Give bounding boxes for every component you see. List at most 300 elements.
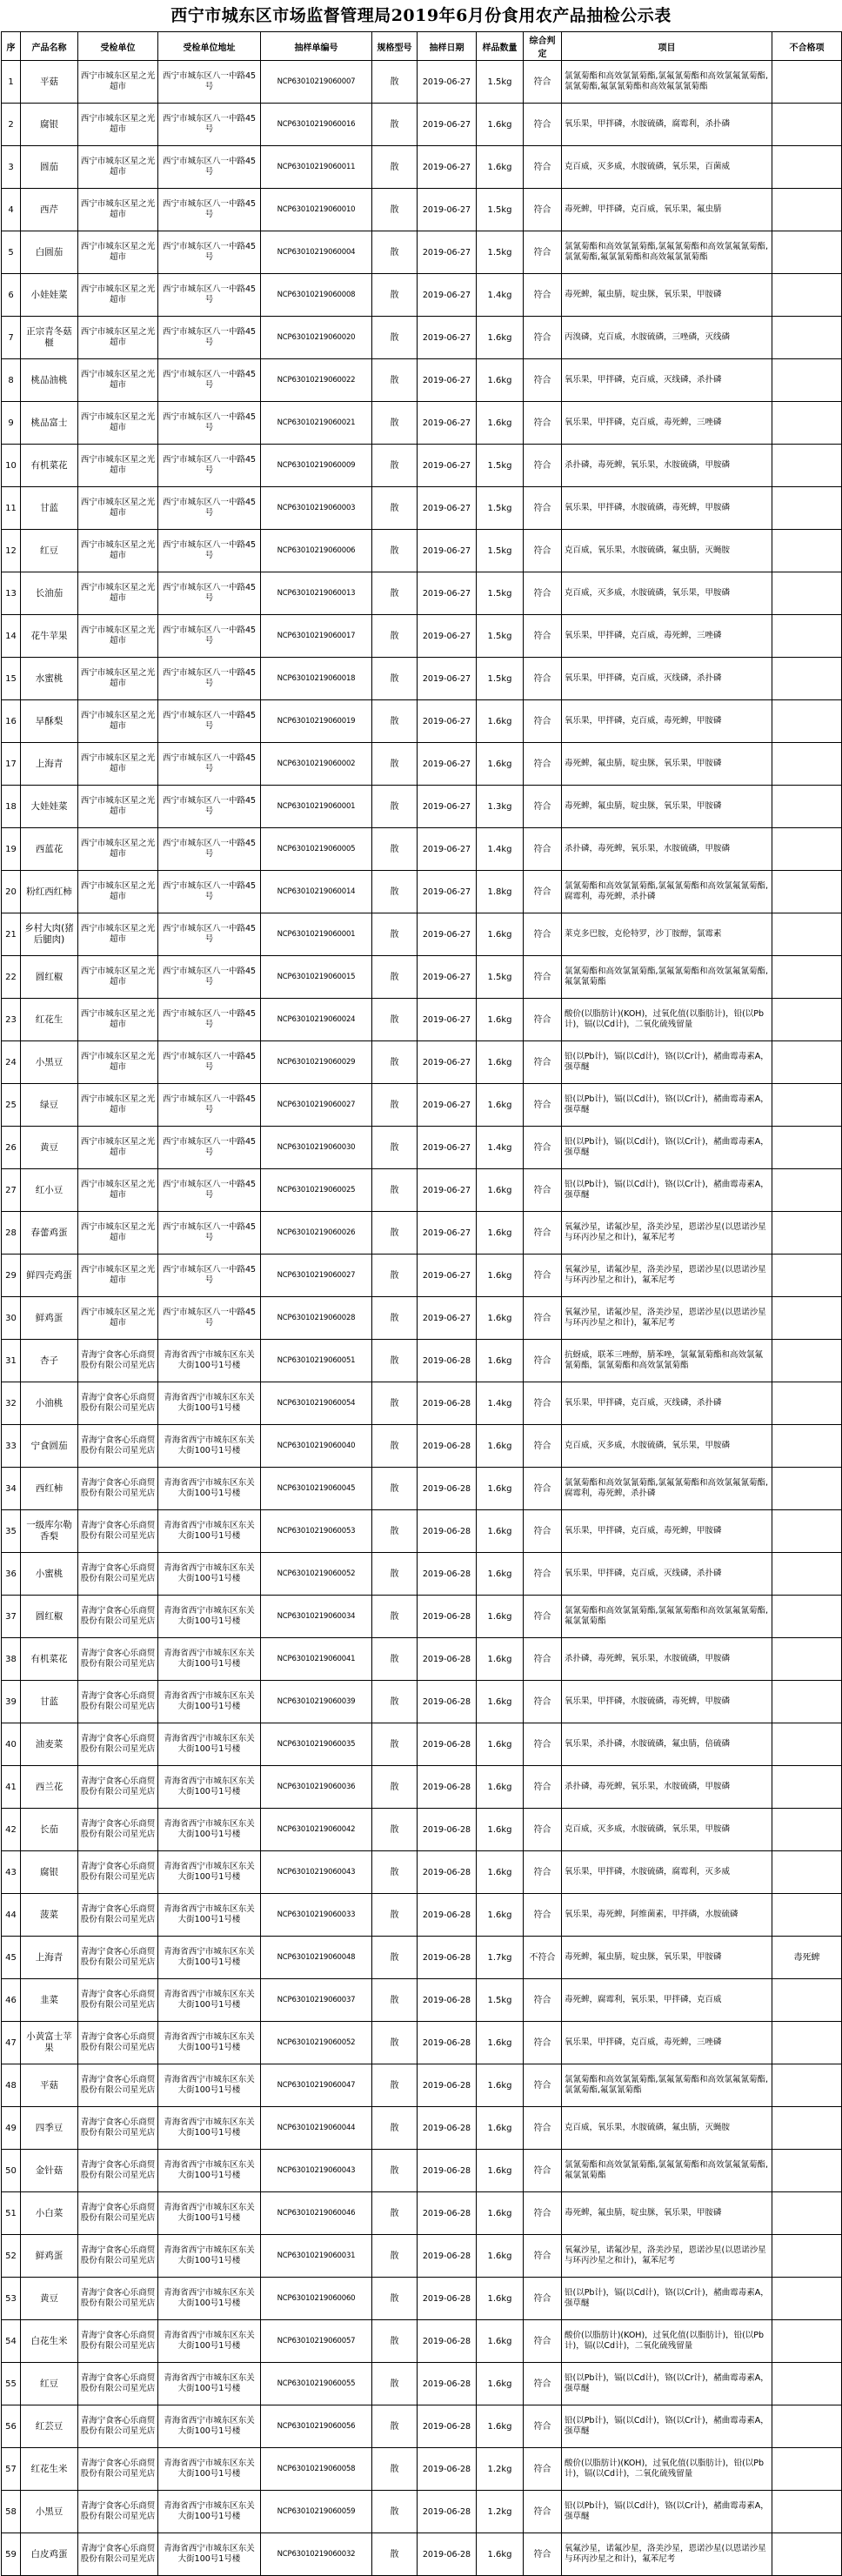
cell-name: 西蓝花 (21, 828, 78, 871)
cell-qty: 1.6kg (477, 402, 524, 445)
cell-code: NCP63010219060001 (261, 913, 372, 956)
table-row (2, 615, 842, 658)
cell-fail (772, 189, 842, 231)
cell-date: 2019-06-27 (418, 359, 477, 402)
cell-date: 2019-06-27 (418, 1255, 477, 1297)
header-spec: 规格型号 (372, 32, 418, 61)
cell-items: 抗蚜威，联苯三唑醇，腈苯唑，氯氟氰菊酯和高效氯氟氰菊酯，氯氰菊酯和高效氯氰菊酯 (562, 1340, 772, 1382)
cell-addr: 西宁市城东区八一中路45号 (158, 786, 261, 828)
cell-qty: 1.6kg (477, 1596, 524, 1638)
cell-code: NCP63010219060047 (261, 2064, 372, 2107)
cell-addr: 青海省西宁市城东区东关大街100号1号楼 (158, 1681, 261, 1723)
cell-date: 2019-06-27 (418, 104, 477, 146)
cell-spec: 散 (372, 104, 418, 146)
cell-items: 氧乐果，甲拌磷，克百威，毒死蜱，甲胺磷 (562, 1510, 772, 1553)
cell-qty: 1.6kg (477, 359, 524, 402)
cell-fail (772, 445, 842, 487)
cell-unit: 西宁市城东区星之光超市 (78, 317, 158, 359)
cell-addr: 青海省西宁市城东区东关大街100号1号楼 (158, 1723, 261, 1766)
cell-name: 宁食圆茄 (21, 1425, 78, 1468)
header-fail: 不合格项 (772, 32, 842, 61)
cell-addr: 西宁市城东区八一中路45号 (158, 487, 261, 530)
cell-fail (772, 1723, 842, 1766)
cell-unit: 青海宁食客心乐商贸股份有限公司星光店 (78, 1553, 158, 1596)
cell-qty: 1.6kg (477, 1425, 524, 1468)
cell-date: 2019-06-28 (418, 1340, 477, 1382)
table-row (2, 2491, 842, 2533)
cell-spec: 散 (372, 1425, 418, 1468)
cell-code: NCP63010219060052 (261, 1553, 372, 1596)
cell-spec: 散 (372, 1638, 418, 1681)
header-no: 序 (2, 32, 21, 61)
cell-no: 15 (2, 658, 21, 700)
table-row (2, 1553, 842, 1596)
cell-addr: 青海省西宁市城东区东关大街100号1号楼 (158, 1766, 261, 1809)
cell-addr: 青海省西宁市城东区东关大街100号1号楼 (158, 1596, 261, 1638)
table-row (2, 445, 842, 487)
cell-fail (772, 2405, 842, 2448)
cell-no: 45 (2, 1937, 21, 1979)
cell-addr: 西宁市城东区八一中路45号 (158, 445, 261, 487)
cell-items: 毒死蜱，氟虫腈，啶虫脒，氧乐果，甲胺磷 (562, 274, 772, 317)
cell-spec: 散 (372, 2235, 418, 2278)
cell-items: 莱克多巴胺，克伦特罗，沙丁胺醇，氯霉素 (562, 913, 772, 956)
table-row (2, 359, 842, 402)
cell-date: 2019-06-27 (418, 871, 477, 913)
cell-unit: 青海宁食客心乐商贸股份有限公司星光店 (78, 1979, 158, 2022)
cell-fail (772, 1169, 842, 1212)
cell-addr: 青海省西宁市城东区东关大街100号1号楼 (158, 1340, 261, 1382)
cell-fail (772, 1553, 842, 1596)
cell-code: NCP63010219060018 (261, 658, 372, 700)
table-row (2, 658, 842, 700)
cell-code: NCP63010219060052 (261, 2022, 372, 2064)
cell-verdict: 符合 (524, 445, 562, 487)
cell-addr: 青海省西宁市城东区东关大街100号1号楼 (158, 2235, 261, 2278)
cell-fail (772, 1255, 842, 1297)
table-row (2, 274, 842, 317)
cell-items: 铅(以Pb计)，镉(以Cd计)，铬(以Cr计)，赭曲霉毒素A，强草醚 (562, 2363, 772, 2405)
cell-verdict: 符合 (524, 317, 562, 359)
cell-unit: 青海宁食客心乐商贸股份有限公司星光店 (78, 2363, 158, 2405)
cell-date: 2019-06-28 (418, 1510, 477, 1553)
cell-code: NCP63010219060019 (261, 700, 372, 743)
cell-unit: 青海宁食客心乐商贸股份有限公司星光店 (78, 1894, 158, 1937)
cell-date: 2019-06-27 (418, 189, 477, 231)
cell-qty: 1.6kg (477, 2192, 524, 2235)
cell-qty: 1.6kg (477, 2022, 524, 2064)
cell-name: 长茄 (21, 1809, 78, 1851)
cell-qty: 1.6kg (477, 1041, 524, 1084)
cell-addr: 青海省西宁市城东区东关大街100号1号楼 (158, 2363, 261, 2405)
header-verdict: 综合判定 (524, 32, 562, 61)
cell-name: 长油茄 (21, 572, 78, 615)
cell-items: 杀扑磷，毒死蜱，氧乐果，水胺硫磷，甲胺磷 (562, 445, 772, 487)
cell-unit: 西宁市城东区星之光超市 (78, 1255, 158, 1297)
cell-verdict: 符合 (524, 700, 562, 743)
cell-items: 氧乐果，甲拌磷，克百威，灭线磷，杀扑磷 (562, 1553, 772, 1596)
cell-items: 氧氟沙星，诺氟沙星，洛美沙星，恩诺沙星(以恩诺沙星与环丙沙星之和计)，氟苯尼考 (562, 2533, 772, 2576)
cell-no: 43 (2, 1851, 21, 1894)
cell-name: 小油桃 (21, 1382, 78, 1425)
cell-items: 氧氟沙星，诺氟沙星，洛美沙星，恩诺沙星(以恩诺沙星与环丙沙星之和计)，氟苯尼考 (562, 1255, 772, 1297)
cell-items: 氯氰菊酯和高效氯氰菊酯,氯氟氰菊酯和高效氯氟氰菊酯,氟氯氰菊酯 (562, 1596, 772, 1638)
cell-items: 氯氰菊酯和高效氯氰菊酯,氯氟氰菊酯和高效氯氟氰菊酯,氟氯氰菊酯 (562, 956, 772, 999)
cell-code: NCP63010219060044 (261, 2107, 372, 2150)
cell-qty: 1.6kg (477, 2064, 524, 2107)
cell-unit: 青海宁食客心乐商贸股份有限公司星光店 (78, 2448, 158, 2491)
table-row (2, 1596, 842, 1638)
cell-unit: 青海宁食客心乐商贸股份有限公司星光店 (78, 2064, 158, 2107)
cell-name: 金针菇 (21, 2150, 78, 2192)
cell-code: NCP63010219060031 (261, 2235, 372, 2278)
cell-no: 57 (2, 2448, 21, 2491)
cell-unit: 青海宁食客心乐商贸股份有限公司星光店 (78, 2235, 158, 2278)
cell-items: 铅(以Pb计)，镉(以Cd计)，铬(以Cr计)，赭曲霉毒素A，强草醚 (562, 1041, 772, 1084)
cell-date: 2019-06-28 (418, 1851, 477, 1894)
cell-qty: 1.6kg (477, 2363, 524, 2405)
cell-verdict: 符合 (524, 231, 562, 274)
cell-qty: 1.5kg (477, 445, 524, 487)
cell-name: 鲜鸡蛋 (21, 2235, 78, 2278)
cell-no: 8 (2, 359, 21, 402)
cell-name: 鲜四壳鸡蛋 (21, 1255, 78, 1297)
table-row (2, 2022, 842, 2064)
cell-no: 24 (2, 1041, 21, 1084)
cell-code: NCP63010219060034 (261, 1596, 372, 1638)
cell-addr: 青海省西宁市城东区东关大街100号1号楼 (158, 2107, 261, 2150)
cell-no: 38 (2, 1638, 21, 1681)
cell-verdict: 符合 (524, 1553, 562, 1596)
cell-unit: 青海宁食客心乐商贸股份有限公司星光店 (78, 2278, 158, 2320)
cell-items: 氧乐果，甲拌磷，水胺硫磷，腐霉利，杀扑磷 (562, 104, 772, 146)
cell-addr: 西宁市城东区八一中路45号 (158, 828, 261, 871)
cell-fail (772, 743, 842, 786)
cell-spec: 散 (372, 786, 418, 828)
cell-name: 平菇 (21, 61, 78, 104)
cell-fail (772, 402, 842, 445)
cell-date: 2019-06-27 (418, 402, 477, 445)
cell-fail (772, 2022, 842, 2064)
cell-fail (772, 2107, 842, 2150)
cell-spec: 散 (372, 2448, 418, 2491)
cell-unit: 青海宁食客心乐商贸股份有限公司星光店 (78, 1425, 158, 1468)
cell-no: 40 (2, 1723, 21, 1766)
cell-date: 2019-06-28 (418, 1766, 477, 1809)
cell-qty: 1.4kg (477, 828, 524, 871)
cell-no: 21 (2, 913, 21, 956)
cell-unit: 西宁市城东区星之光超市 (78, 828, 158, 871)
cell-addr: 西宁市城东区八一中路45号 (158, 104, 261, 146)
cell-fail (772, 1041, 842, 1084)
cell-spec: 散 (372, 146, 418, 189)
cell-spec: 散 (372, 530, 418, 572)
cell-addr: 西宁市城东区八一中路45号 (158, 274, 261, 317)
cell-unit: 青海宁食客心乐商贸股份有限公司星光店 (78, 2405, 158, 2448)
cell-no: 30 (2, 1297, 21, 1340)
cell-spec: 散 (372, 1809, 418, 1851)
cell-unit: 西宁市城东区星之光超市 (78, 231, 158, 274)
cell-date: 2019-06-28 (418, 1468, 477, 1510)
cell-name: 大娃娃菜 (21, 786, 78, 828)
cell-spec: 散 (372, 1510, 418, 1553)
cell-items: 酸价(以脂肪计)(KOH)，过氧化值(以脂肪计)，铅(以Pb计)，镉(以Cd计)，二氧化硫残留量 (562, 2320, 772, 2363)
cell-unit: 西宁市城东区星之光超市 (78, 956, 158, 999)
cell-date: 2019-06-28 (418, 2363, 477, 2405)
cell-code: NCP63010219060060 (261, 2278, 372, 2320)
cell-date: 2019-06-28 (418, 2107, 477, 2150)
cell-code: NCP63010219060054 (261, 1382, 372, 1425)
cell-fail (772, 2533, 842, 2576)
cell-fail (772, 1596, 842, 1638)
cell-date: 2019-06-27 (418, 530, 477, 572)
cell-items: 铅(以Pb计)，镉(以Cd计)，铬(以Cr计)，赭曲霉毒素A，强草醚 (562, 1169, 772, 1212)
cell-name: 红花生米 (21, 2448, 78, 2491)
cell-qty: 1.6kg (477, 1255, 524, 1297)
cell-name: 白圆茄 (21, 231, 78, 274)
header-qty: 样品数量 (477, 32, 524, 61)
cell-verdict: 符合 (524, 1169, 562, 1212)
cell-addr: 西宁市城东区八一中路45号 (158, 1255, 261, 1297)
cell-spec: 散 (372, 1255, 418, 1297)
cell-no: 52 (2, 2235, 21, 2278)
cell-addr: 西宁市城东区八一中路45号 (158, 61, 261, 104)
cell-code: NCP63010219060017 (261, 615, 372, 658)
cell-verdict: 符合 (524, 1382, 562, 1425)
cell-code: NCP63010219060051 (261, 1340, 372, 1382)
cell-spec: 散 (372, 956, 418, 999)
cell-spec: 散 (372, 1340, 418, 1382)
cell-unit: 青海宁食客心乐商贸股份有限公司星光店 (78, 1638, 158, 1681)
cell-spec: 散 (372, 871, 418, 913)
table-row (2, 999, 842, 1041)
cell-spec: 散 (372, 2533, 418, 2576)
cell-name: 一级库尔勒香梨 (21, 1510, 78, 1553)
cell-verdict: 符合 (524, 2320, 562, 2363)
cell-fail (772, 2320, 842, 2363)
cell-items: 酸价(以脂肪计)(KOH)，过氧化值(以脂肪计)，铅(以Pb计)，镉(以Cd计)，二氧化硫残留量 (562, 999, 772, 1041)
cell-fail (772, 231, 842, 274)
cell-no: 5 (2, 231, 21, 274)
cell-code: NCP63010219060043 (261, 1851, 372, 1894)
cell-name: 水蜜桃 (21, 658, 78, 700)
cell-date: 2019-06-28 (418, 2192, 477, 2235)
cell-unit: 青海宁食客心乐商贸股份有限公司星光店 (78, 2320, 158, 2363)
table-row (2, 1297, 842, 1340)
cell-items: 毒死蜱，甲拌磷，克百威，氧乐果，氟虫腈 (562, 189, 772, 231)
cell-name: 圆红椒 (21, 956, 78, 999)
cell-name: 圆茄 (21, 146, 78, 189)
cell-no: 56 (2, 2405, 21, 2448)
table-row (2, 1340, 842, 1382)
cell-code: NCP63010219060032 (261, 2533, 372, 2576)
cell-name: 杏子 (21, 1340, 78, 1382)
cell-verdict: 符合 (524, 359, 562, 402)
table-row (2, 572, 842, 615)
cell-no: 55 (2, 2363, 21, 2405)
cell-date: 2019-06-27 (418, 786, 477, 828)
cell-addr: 青海省西宁市城东区东关大街100号1号楼 (158, 2405, 261, 2448)
cell-qty: 1.6kg (477, 1681, 524, 1723)
cell-unit: 青海宁食客心乐商贸股份有限公司星光店 (78, 1851, 158, 1894)
cell-spec: 散 (372, 828, 418, 871)
cell-no: 1 (2, 61, 21, 104)
cell-code: NCP63010219060001 (261, 786, 372, 828)
cell-spec: 散 (372, 1212, 418, 1255)
cell-items: 铅(以Pb计)，镉(以Cd计)，铬(以Cr计)，赭曲霉毒素A，强草醚 (562, 1127, 772, 1169)
cell-no: 48 (2, 2064, 21, 2107)
table-row (2, 2192, 842, 2235)
cell-qty: 1.6kg (477, 2405, 524, 2448)
cell-unit: 西宁市城东区星之光超市 (78, 445, 158, 487)
cell-items: 氧乐果，甲拌磷，克百威，毒死蜱，三唑磷 (562, 615, 772, 658)
cell-date: 2019-06-27 (418, 913, 477, 956)
cell-date: 2019-06-28 (418, 1979, 477, 2022)
cell-addr: 青海省西宁市城东区东关大街100号1号楼 (158, 1851, 261, 1894)
cell-fail (772, 999, 842, 1041)
cell-spec: 散 (372, 1041, 418, 1084)
cell-code: NCP63010219060006 (261, 530, 372, 572)
cell-addr: 西宁市城东区八一中路45号 (158, 146, 261, 189)
cell-fail (772, 2363, 842, 2405)
cell-spec: 散 (372, 1851, 418, 1894)
cell-addr: 青海省西宁市城东区东关大街100号1号楼 (158, 2064, 261, 2107)
cell-fail (772, 146, 842, 189)
cell-qty: 1.5kg (477, 487, 524, 530)
cell-qty: 1.6kg (477, 2235, 524, 2278)
cell-items: 铅(以Pb计)，镉(以Cd计)，铬(以Cr计)，赭曲霉毒素A，强草醚 (562, 2405, 772, 2448)
cell-fail (772, 1638, 842, 1681)
cell-addr: 西宁市城东区八一中路45号 (158, 231, 261, 274)
cell-fail (772, 700, 842, 743)
cell-verdict: 符合 (524, 146, 562, 189)
cell-items: 毒死蜱，氟虫腈，啶虫脒，氧乐果，甲胺磷 (562, 786, 772, 828)
cell-items: 铅(以Pb计)，镉(以Cd计)，铬(以Cr计)，赭曲霉毒素A，强草醚 (562, 1084, 772, 1127)
cell-fail (772, 2064, 842, 2107)
cell-code: NCP63010219060021 (261, 402, 372, 445)
cell-name: 菠菜 (21, 1894, 78, 1937)
cell-code: NCP63010219060010 (261, 189, 372, 231)
inspection-table (1, 31, 842, 2576)
cell-spec: 散 (372, 2022, 418, 2064)
cell-qty: 1.6kg (477, 104, 524, 146)
cell-date: 2019-06-28 (418, 1596, 477, 1638)
cell-qty: 1.8kg (477, 871, 524, 913)
cell-unit: 西宁市城东区星之光超市 (78, 786, 158, 828)
cell-qty: 1.6kg (477, 1553, 524, 1596)
cell-items: 氧乐果，甲拌磷，克百威，毒死蜱，甲胺磷 (562, 700, 772, 743)
cell-items: 氧乐果，甲拌磷，克百威，灭线磷，杀扑磷 (562, 359, 772, 402)
cell-unit: 青海宁食客心乐商贸股份有限公司星光店 (78, 1596, 158, 1638)
cell-fail (772, 913, 842, 956)
cell-code: NCP63010219060037 (261, 1979, 372, 2022)
cell-name: 圆红椒 (21, 1596, 78, 1638)
cell-verdict: 符合 (524, 530, 562, 572)
cell-verdict: 符合 (524, 828, 562, 871)
table-row (2, 1041, 842, 1084)
cell-no: 27 (2, 1169, 21, 1212)
cell-verdict: 符合 (524, 658, 562, 700)
cell-name: 小娃娃菜 (21, 274, 78, 317)
cell-name: 小黑豆 (21, 1041, 78, 1084)
cell-name: 春蕾鸡蛋 (21, 1212, 78, 1255)
cell-verdict: 符合 (524, 61, 562, 104)
cell-unit: 青海宁食客心乐商贸股份有限公司星光店 (78, 2150, 158, 2192)
cell-items: 毒死蜱，氟虫腈，啶虫脒，氧乐果，甲胺磷 (562, 2192, 772, 2235)
cell-spec: 散 (372, 1681, 418, 1723)
cell-date: 2019-06-27 (418, 999, 477, 1041)
cell-date: 2019-06-28 (418, 2235, 477, 2278)
cell-code: NCP63010219060036 (261, 1766, 372, 1809)
table-row (2, 871, 842, 913)
cell-qty: 1.6kg (477, 2533, 524, 2576)
table-row (2, 2278, 842, 2320)
cell-spec: 散 (372, 1979, 418, 2022)
cell-qty: 1.6kg (477, 1297, 524, 1340)
cell-code: NCP63010219060043 (261, 2150, 372, 2192)
cell-spec: 散 (372, 2192, 418, 2235)
cell-addr: 西宁市城东区八一中路45号 (158, 359, 261, 402)
cell-verdict: 不符合 (524, 1937, 562, 1979)
cell-code: NCP63010219060057 (261, 2320, 372, 2363)
cell-spec: 散 (372, 658, 418, 700)
cell-fail (772, 2448, 842, 2491)
cell-qty: 1.6kg (477, 1851, 524, 1894)
table-row (2, 1169, 842, 1212)
cell-code: NCP63010219060008 (261, 274, 372, 317)
table-row (2, 61, 842, 104)
cell-verdict: 符合 (524, 1979, 562, 2022)
cell-unit: 青海宁食客心乐商贸股份有限公司星光店 (78, 1766, 158, 1809)
cell-verdict: 符合 (524, 2192, 562, 2235)
cell-qty: 1.5kg (477, 572, 524, 615)
cell-items: 氧乐果，杀扑磷，水胺硫磷，氟虫腈，倍硫磷 (562, 1723, 772, 1766)
cell-addr: 青海省西宁市城东区东关大街100号1号楼 (158, 1979, 261, 2022)
cell-no: 23 (2, 999, 21, 1041)
cell-qty: 1.6kg (477, 1809, 524, 1851)
cell-spec: 散 (372, 1127, 418, 1169)
cell-name: 黄豆 (21, 1127, 78, 1169)
cell-name: 乡村大肉(猪后腿肉) (21, 913, 78, 956)
cell-items: 氧乐果，甲拌磷，水胺硫磷，腐霉利，灭多威 (562, 1851, 772, 1894)
cell-items: 克百威，氧乐果，水胺硫磷，氟虫腈，灭蝇胺 (562, 530, 772, 572)
cell-spec: 散 (372, 1766, 418, 1809)
cell-qty: 1.5kg (477, 530, 524, 572)
cell-unit: 青海宁食客心乐商贸股份有限公司星光店 (78, 2192, 158, 2235)
cell-items: 毒死蜱，氟虫腈，啶虫脒，氧乐果，甲胺磷 (562, 743, 772, 786)
cell-code: NCP63010219060030 (261, 1127, 372, 1169)
cell-verdict: 符合 (524, 402, 562, 445)
table-row (2, 1255, 842, 1297)
cell-date: 2019-06-28 (418, 1553, 477, 1596)
cell-name: 腐银 (21, 104, 78, 146)
cell-qty: 1.6kg (477, 317, 524, 359)
cell-verdict: 符合 (524, 1425, 562, 1468)
cell-name: 小黄富士苹果 (21, 2022, 78, 2064)
cell-no: 31 (2, 1340, 21, 1382)
cell-addr: 西宁市城东区八一中路45号 (158, 743, 261, 786)
table-row (2, 1510, 842, 1553)
cell-items: 氯氰菊酯和高效氯氰菊酯,氯氟氰菊酯和高效氯氟氰菊酯,腐霉利，毒死蜱，杀扑磷 (562, 871, 772, 913)
cell-qty: 1.4kg (477, 1127, 524, 1169)
cell-unit: 西宁市城东区星之光超市 (78, 572, 158, 615)
cell-fail (772, 274, 842, 317)
cell-date: 2019-06-28 (418, 2064, 477, 2107)
cell-addr: 西宁市城东区八一中路45号 (158, 1169, 261, 1212)
cell-spec: 散 (372, 2150, 418, 2192)
cell-verdict: 符合 (524, 871, 562, 913)
cell-code: NCP63010219060025 (261, 1169, 372, 1212)
